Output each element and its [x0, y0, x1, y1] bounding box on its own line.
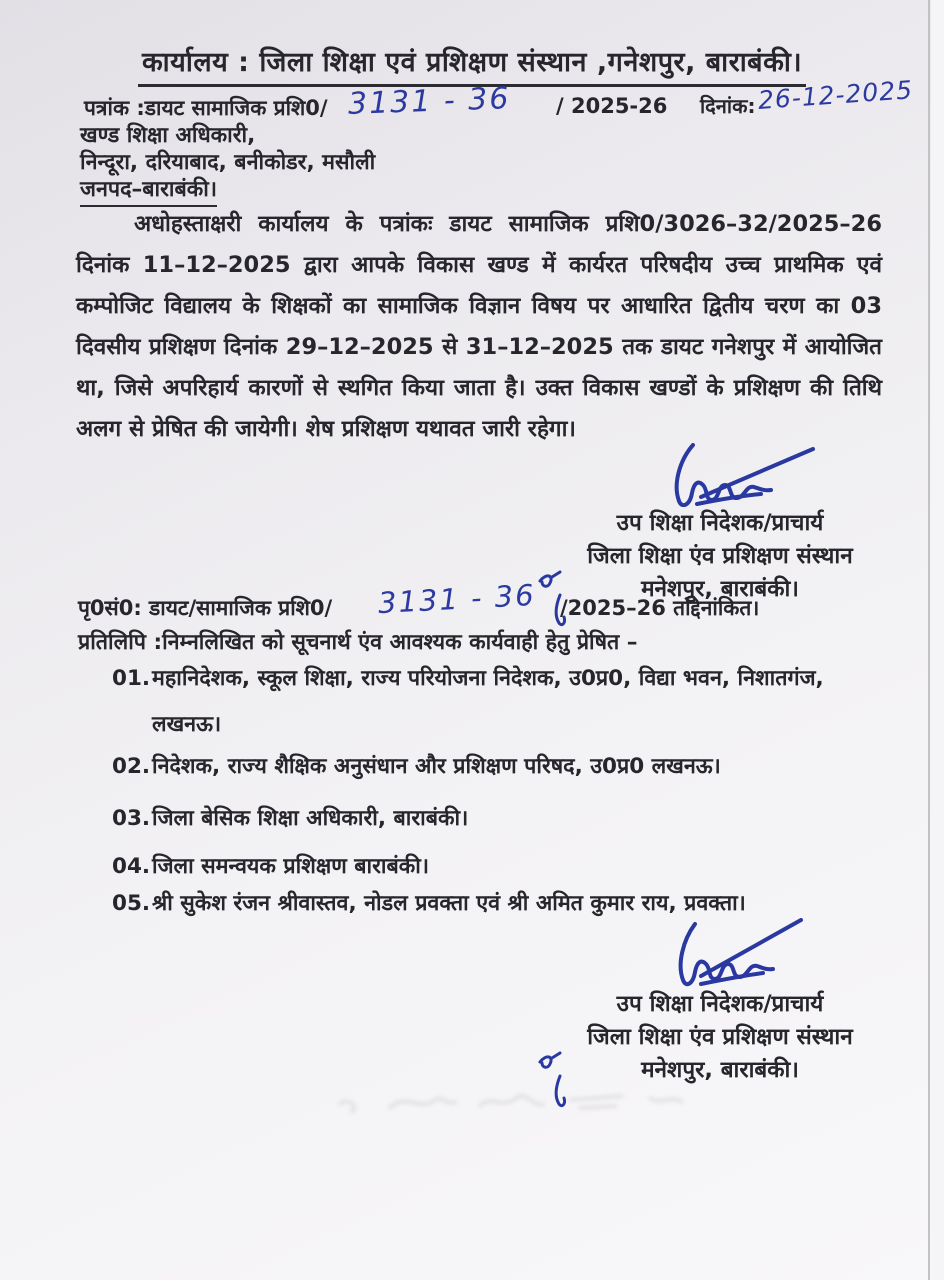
- date-label: दिनांक:: [700, 94, 756, 118]
- signature-scrawl-icon: [605, 443, 835, 507]
- ink-bleedthrough-marks: [330, 1078, 800, 1134]
- copy-item-2: [112, 744, 898, 790]
- body-paragraph: [76, 204, 882, 450]
- signature-line-3: मनेशपुर, बाराबंकी।: [641, 1057, 799, 1083]
- letter-ref-prefix: पत्रांक :डायट सामाजिक प्रशि0/: [84, 96, 328, 120]
- signatory-designation: [540, 988, 900, 1087]
- signature-line-3: मनेशपुर, बाराबंकी।: [641, 576, 799, 602]
- addressee-line-2: निन्दूरा, दरियाबाद, बनीकोडर, मसौली: [80, 150, 376, 175]
- office-header-text: कार्यालय : जिला शिक्षा एवं प्रशिक्षण संस्थान ,गनेशपुर, बाराबंकी।: [138, 42, 806, 87]
- copy-item-text: श्री सुकेश रंजन श्रीवास्तव, नोडल प्रवक्ता एवं श्री अमित कुमार राय, प्रवक्ता।: [152, 891, 746, 916]
- copy-item-number: 02.: [112, 754, 151, 779]
- copy-item-number: 03.: [112, 806, 151, 831]
- body-text-part2: तक डायट गनेशपुर में आयोजित था, जिसे अपरिहार्य कारणों से स्थगित किया जाता है। उक्त विकास खण्डों के प्रशिक्षण की तिथि अलग से प्रेषित की जायेगी। शेष प्रशिक्षण यथावत जारी रहेगा।: [76, 334, 883, 442]
- copy-item-number: 05.: [112, 891, 151, 916]
- copy-item-1: [112, 656, 898, 748]
- copy-item-3: [112, 796, 898, 842]
- body-text-part1: अधोहस्ताक्षरी कार्यालय के पत्रांकः डायट सामाजिक प्रशि0/3026–32/2025–26 दिनांक 11–12–2025 द्वारा आपके विकास खण्ड में कार्यरत परिषदीय उच्च प्राथमिक एवं कम्पोजिट विद्यालय के शिक्षकों का सामाजिक विज्ञान विषय पर आधारित: [76, 211, 882, 319]
- letter-ref-number-handwritten: 3131 - 36: [347, 81, 511, 122]
- signature-line-1: उप शिक्षा निदेशक/प्राचार्य: [616, 991, 824, 1017]
- copy-to-heading: प्रतिलिपि :निम्नलिखित को सूचनार्थ एंव आवश्यक कार्यवाही हेतु प्रेषित –: [78, 630, 638, 655]
- endorsement-ref-year: /2025–26 तद्दिनांकित।: [560, 596, 760, 620]
- date-handwritten: 26-12-2025: [756, 75, 914, 115]
- signature-scrawl-icon: [605, 918, 835, 988]
- endorsement-ref-number-handwritten: 3131 - 36: [377, 577, 537, 621]
- district-underlined-text: जनपद–बाराबंकी।: [80, 177, 217, 207]
- copy-item-text: जिला बेसिक शिक्षा अधिकारी, बाराबंकी।: [152, 806, 469, 831]
- signature-line-1: उप शिक्षा निदेशक/प्राचार्य: [616, 510, 824, 536]
- copy-item-text: महानिदेशक, स्कूल शिक्षा, राज्य परियोजना निदेशक, उ0प्र0, विद्या भवन, निशातगंज, लखनऊ।: [152, 666, 824, 737]
- copy-item-number: 01.: [112, 666, 151, 691]
- letter-ref-year: / 2025-26: [556, 94, 668, 118]
- signature-line-2: जिला शिक्षा एंव प्रशिक्षण संस्थान: [587, 1024, 853, 1050]
- signatory-designation: [540, 507, 900, 606]
- copy-item-text: निदेशक, राज्य शैक्षिक अनुसंधान और प्रशिक्षण परिषद, उ0प्र0 लखनऊ।: [152, 754, 721, 779]
- signature-line-2: जिला शिक्षा एंव प्रशिक्षण संस्थान: [587, 543, 853, 569]
- scan-white-margin: [931, 0, 944, 1280]
- endorsement-ref-prefix: पृ0सं0: डायट/सामाजिक प्रशि0/: [78, 596, 333, 620]
- copy-item-number: 04.: [112, 854, 151, 879]
- addressee-line-1: खण्ड शिक्षा अधिकारी,: [80, 123, 256, 148]
- page-title: [0, 42, 944, 87]
- body-text-bold: द्वितीय चरण का 03 दिवसीय प्रशिक्षण दिनांक 29–12–2025 से 31–12–2025: [76, 293, 882, 360]
- signature-block-top: [540, 443, 900, 606]
- signature-block-bottom: [540, 918, 900, 1087]
- copy-item-text: जिला समन्वयक प्रशिक्षण बाराबंकी।: [152, 854, 429, 879]
- scan-edge-line: [928, 0, 930, 1280]
- addressee-line-3: [80, 174, 217, 203]
